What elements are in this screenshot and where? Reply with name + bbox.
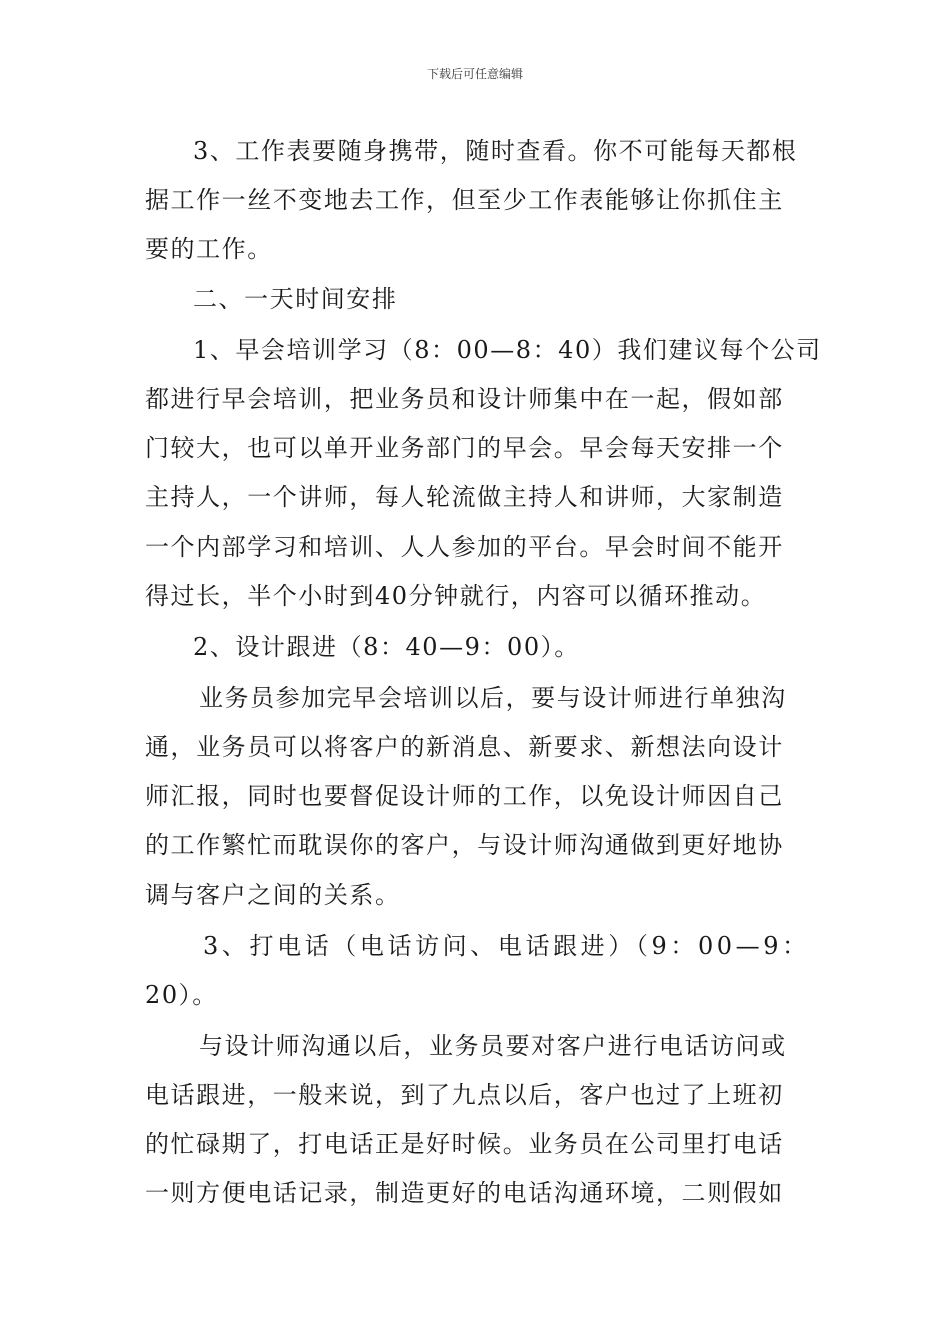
text-line: 门较大，也可以单开业务部门的早会。早会每天安排一个 [145,434,784,462]
text-line: 都进行早会培训，把业务员和设计师集中在一起，假如部 [145,385,784,413]
text-line: 的工作繁忙而耽误你的客户，与设计师沟通做到更好地协 [145,831,784,859]
text-line: 师汇报，同时也要督促设计师的工作，以免设计师因自己 [145,782,784,810]
text-line: 的忙碌期了，打电话正是好时候。业务员在公司里打电话 [145,1130,784,1158]
text-line: 与设计师沟通以后，业务员要对客户进行电话访问或 [199,1032,787,1060]
text-line: 3、工作表要随身携带，随时查看。你不可能每天都根 [193,137,798,165]
text-line: 一个内部学习和培训、人人参加的平台。早会时间不能开 [145,533,784,561]
text-line: 3、打电话（电话访问、电话跟进）（9：00—9： [203,932,810,960]
text-line: 得过长，半个小时到40分钟就行，内容可以循环推动。 [145,582,767,610]
text-line: 一则方便电话记录，制造更好的电话沟通环境，二则假如 [145,1179,784,1207]
text-line: 1、早会培训学习（8：00—8：40）我们建议每个公司 [193,336,822,364]
page-header: 下载后可任意编辑 [426,67,523,81]
text-line: 20）。 [145,981,218,1009]
text-line: 通，业务员可以将客户的新消息、新要求、新想法向设计 [145,733,784,761]
text-line: 电话跟进，一般来说，到了九点以后，客户也过了上班初 [145,1081,784,1109]
text-line: 调与客户之间的关系。 [145,881,401,909]
text-line: 要的工作。 [145,235,273,263]
text-line: 据工作一丝不变地去工作，但至少工作表能够让你抓住主 [145,186,784,214]
text-line: 2、设计跟进（8：40—9：00）。 [193,633,580,661]
section-heading: 二、一天时间安排 [193,285,398,313]
text-line: 业务员参加完早会培训以后，要与设计师进行单独沟 [199,684,787,712]
text-line: 主持人，一个讲师，每人轮流做主持人和讲师，大家制造 [145,483,784,511]
